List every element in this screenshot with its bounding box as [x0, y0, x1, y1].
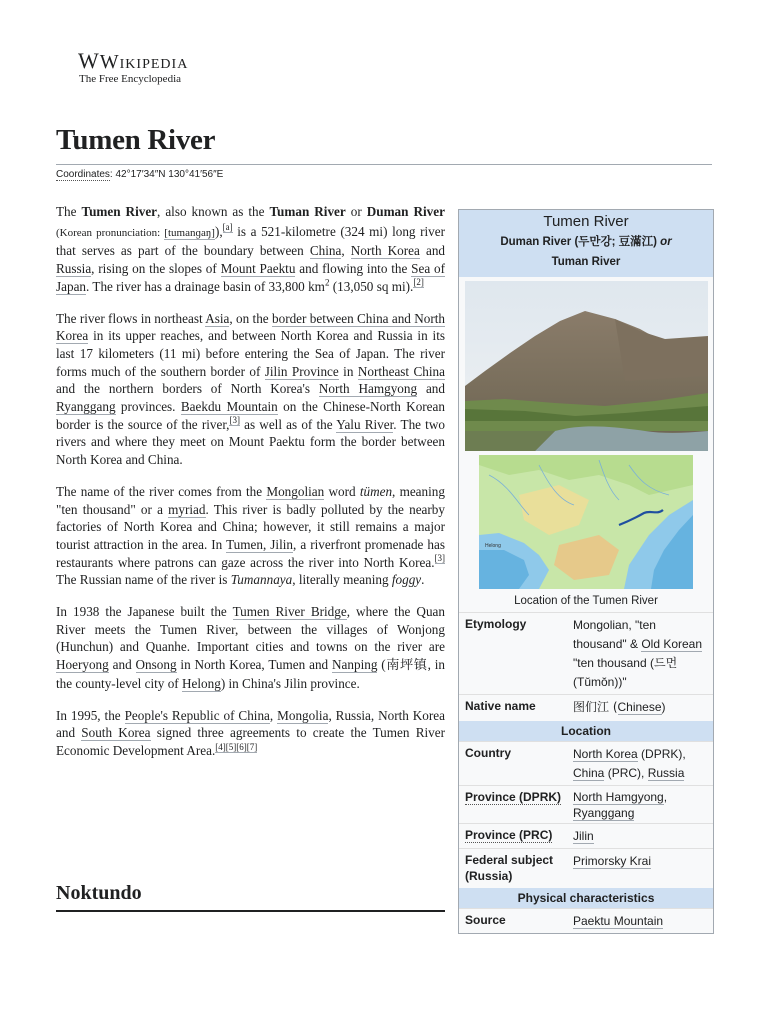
wikipedia-logo[interactable]	[78, 50, 188, 86]
reference-link[interactable]: [4][5][6][7]	[215, 741, 258, 752]
row-value: Mongolian, "ten thousand" & Old Korean "ten thousand (드먼 (Tŭmŏn))"	[573, 618, 703, 689]
row-value	[569, 849, 713, 886]
bold-term: Tuman River	[269, 204, 346, 219]
link-mongolian[interactable]: Mongolian	[266, 483, 325, 499]
infobox-title: Tumen River	[543, 213, 629, 230]
link-russia[interactable]: Russia	[56, 261, 92, 277]
infobox-row-source	[459, 908, 713, 933]
link-tumen-river-bridge[interactable]: Tumen River Bridge	[232, 604, 347, 620]
article-body	[56, 203, 445, 774]
ipa-link[interactable]: [tumanɡaŋ]	[164, 226, 215, 239]
link-ryanggang[interactable]: Ryanggang	[573, 806, 635, 820]
link-yalu-river[interactable]: Yalu River	[336, 416, 394, 432]
page-title: Tumen River	[56, 124, 216, 156]
link-jilin-province[interactable]: Jilin Province	[264, 363, 339, 379]
row-label: Country	[465, 746, 511, 760]
paragraph-geography: The river flows in northeast Asia, on the border between China and North Korea in its upper reaches, and between North Korea and Russia in its last 17 kilometers (11 mi) before entering the Sea of Japan. The river forms much of the southern border of Jilin Province in Northeast China and the northern borders of North Korea's North Hamgyong and Ryanggang provinces. Baekdu Mountain on the Chinese-North Korean border is the source of the river,[3] as well as of the Yalu River. The two rivers and where they meet on Mount Paektu form the border between North Korea and China.	[56, 310, 445, 468]
infobox-section-physical: Physical characteristics	[459, 886, 713, 908]
infobox-section-location: Location	[459, 719, 713, 741]
infobox-row-etymology	[459, 612, 713, 694]
row-value: North Hamgyong, Ryanggang	[573, 790, 668, 820]
link-myriad[interactable]: myriad	[168, 501, 206, 517]
row-label: Federal subject (Russia)	[465, 853, 554, 883]
logo-wordmark: WWikipedia	[78, 48, 189, 73]
link-paektu-mountain[interactable]: Paektu Mountain	[573, 914, 664, 928]
section-divider	[56, 910, 445, 912]
reference-link[interactable]: [2]	[413, 277, 424, 288]
row-label: Etymology	[465, 617, 527, 631]
link-china[interactable]: China	[573, 766, 605, 780]
logo-text: Wikipedia	[99, 51, 189, 73]
link-china[interactable]: China	[309, 243, 342, 259]
section-heading: Noktundo	[56, 882, 142, 904]
infobox-header	[459, 210, 713, 277]
link-north-hamgyong[interactable]: North Hamgyong	[318, 381, 418, 397]
link-primorsky-krai[interactable]: Primorsky Krai	[573, 854, 652, 868]
link-mount-paektu[interactable]: Mount Paektu	[220, 261, 296, 277]
link-south-korea[interactable]: South Korea	[81, 725, 151, 741]
link-mongolia[interactable]: Mongolia	[277, 707, 329, 723]
infobox-row-province-prc	[459, 823, 713, 848]
infobox-row-federal-subject	[459, 848, 713, 886]
paragraph-name: The name of the river comes from the Mongolian word tümen, meaning "ten thousand" or a myriad. This river is badly polluted by the nearby factories of North Korea and China; however, it still remains a major tourist attraction in the area. In Tumen, Jilin, a riverfront promenade has restaurants where patrons can gaze across the river into North Korea.[3] The Russian name of the river is Tumannaya, literally meaning foggy.	[56, 483, 446, 588]
infobox-row-province-dprk	[459, 785, 713, 823]
coordinates-label[interactable]: Coordinates	[56, 169, 110, 180]
link-onsong[interactable]: Onsong	[135, 657, 177, 673]
row-value: North Korea (DPRK), China (PRC), Russia	[573, 747, 686, 780]
coordinates: Coordinates: 42°17′34″N 130°41′56″E	[56, 169, 224, 180]
paragraph-history: In 1938 the Japanese built the Tumen River Bridge, where the Quan River meets the Tumen River, between the villages of Wonjong (Hunchun) and Quanhe. Important cities and towns on the river are Hoeryong and Onsong in North Korea, Tumen and Nanping (南坪镇, in the county-level city of Helong) in China's Jilin province.	[56, 604, 445, 691]
paragraph-intro: The Tumen River, also known as the Tuman River or Duman River (Korean pronunciation: [tumanɡaŋ]),[a] is a 521-kilometre (324 mi) long river that serves as part of the boundary between China, North Korea and Russia, rising on the slopes of Mount Paektu and flowing into the Sea of Japan. The river has a drainage basin of 33,800 $km^2$ (13,050 sq mi).[2]	[56, 204, 446, 294]
row-value: 图们江 (Chinese)	[573, 700, 666, 714]
row-label: Province (DPRK)	[465, 790, 562, 804]
map-place-label: Helong	[485, 543, 501, 549]
reference-link[interactable]: [3]	[434, 553, 445, 564]
location-map[interactable]	[479, 455, 693, 589]
link-russia[interactable]: Russia	[647, 766, 685, 780]
link-asia[interactable]: Asia	[205, 310, 230, 326]
infobox	[458, 209, 714, 934]
link-hoeryong[interactable]: Hoeryong	[56, 657, 109, 673]
river-photo[interactable]	[465, 281, 708, 451]
title-divider	[56, 164, 712, 165]
infobox-subtitle: Duman River (두만강; 豆滿江) or Tuman River	[500, 236, 672, 268]
bold-term: Duman River	[366, 204, 445, 219]
link-sea-of-japan[interactable]: Sea of Japan	[56, 261, 445, 294]
row-label: Source	[465, 913, 506, 927]
link-chinese[interactable]: Chinese	[617, 700, 662, 714]
logo-tagline: The Free Encyclopedia	[79, 73, 182, 85]
reference-link[interactable]: [3]	[229, 415, 240, 426]
reference-link[interactable]: [a]	[222, 222, 233, 233]
link-north-korea[interactable]: North Korea	[573, 747, 638, 761]
link-jilin[interactable]: Jilin	[573, 829, 594, 843]
link-old-korean[interactable]: Old Korean	[641, 637, 703, 651]
link-northeast-china[interactable]: Northeast China	[357, 363, 445, 379]
row-label: Native name	[465, 699, 536, 713]
link-ryanggang[interactable]: Ryanggang	[56, 399, 116, 415]
link-tumen-jilin[interactable]: Tumen, Jilin	[226, 536, 294, 552]
paragraph-economic: In 1995, the People's Republic of China, Mongolia, Russia, North Korea and South Korea signed three agreements to create the Tumen River Economic Development Area.[4][5][6][7]	[56, 707, 445, 758]
link-prc[interactable]: People's Republic of China	[124, 707, 270, 723]
link-helong[interactable]: Helong	[181, 675, 221, 691]
link-north-korea[interactable]: North Korea	[350, 243, 420, 259]
coordinates-value[interactable]: 42°17′34″N 130°41′56″E	[115, 169, 224, 180]
infobox-row-country	[459, 741, 713, 785]
row-value	[569, 909, 713, 933]
link-north-hamgyong[interactable]: North Hamgyong	[573, 790, 664, 804]
bold-term: Tumen River	[81, 204, 158, 219]
link-border[interactable]: border between China and North Korea	[56, 310, 445, 344]
row-label: Province (PRC)	[465, 828, 553, 842]
row-value	[569, 824, 713, 848]
link-nanping[interactable]: Nanping	[332, 657, 378, 673]
map-caption: Location of the Tumen River	[514, 595, 658, 607]
infobox-row-native-name	[459, 694, 713, 719]
link-baekdu-mountain[interactable]: Baekdu Mountain	[180, 399, 278, 415]
